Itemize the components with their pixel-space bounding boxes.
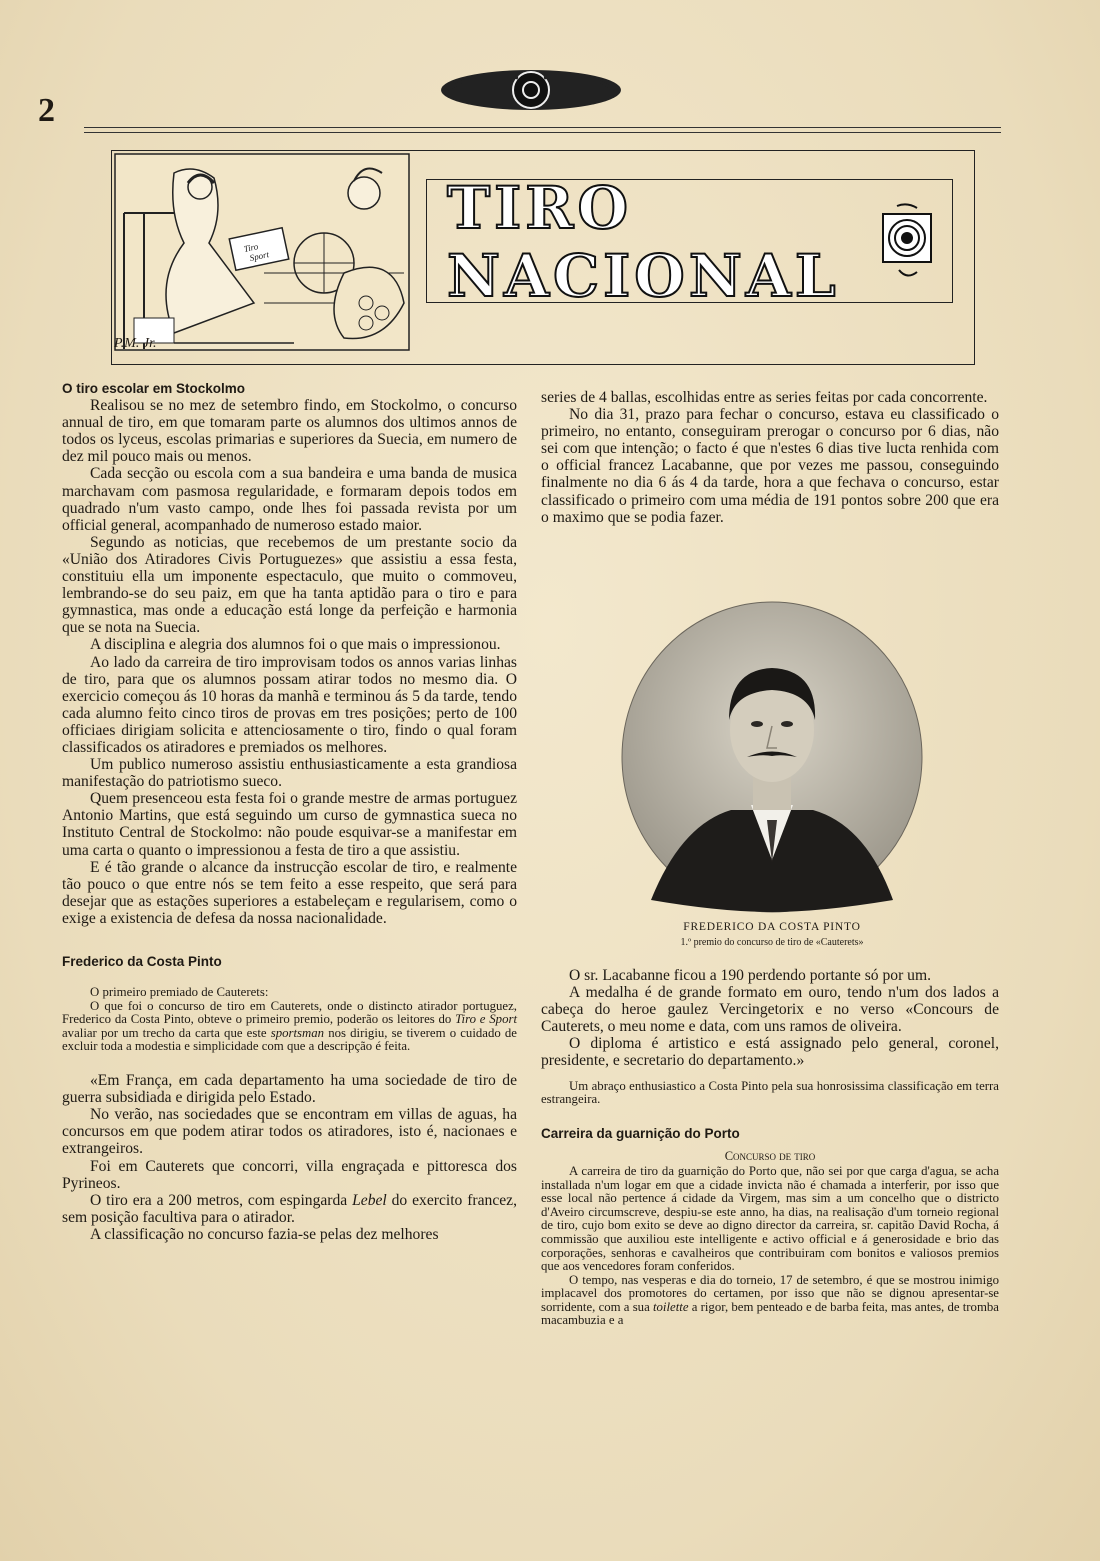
article-title: Carreira da guarnição do Porto [541,1125,740,1141]
paragraph: O sr. Lacabanne ficou a 190 perdendo portante só por um. [569,967,932,984]
right-column-bottom [541,967,999,1328]
paragraph: Segundo as noticias, que recebemos de um prestante socio da «União dos Atiradores Civis Portuguezes» que assistiu a essa festa, constituiu ella um imponente espectaculo, que muito o commoveu, lembrando-se do seu paiz, em que ha tanta aptidão para o tiro e para gymnastica, mas onde a educação está longe da perfeição e harmonia que se nota na Suecia. [62,533,517,637]
paragraph: Ao lado da carreira de tiro improvisam todos os annos varias linhas de tiro, para que os alumnos possam atirar todos no mesmo dia. O exercicio começou ás 10 horas da manhã e terminou ás 5 da tarde, tendo cada alumno feito cinco tiros de provas em tres posições; perto de 100 officiaes dirigiam solicita e attenciosamente o tiro, findo o qual foram classificados os atiradores e premiados os melhores. [62,653,517,756]
sportsman-word: sportsman [270,1025,325,1040]
intro-block [62,986,517,1054]
section-banner [111,150,975,365]
paragraph: Um publico numeroso assistiu enthusiasticamente a esta grandiosa manifestação do patriotismo sueco. [62,756,517,791]
paragraph: A disciplina e alegria dos alumnos foi o que mais o impressionou. [90,636,501,654]
paragraph: A carreira de tiro da guarnição do Porto que, não sei por que carga d'agua, se acha installada n'um logar em que a cidade invicta não é chamada a interferir, por isso que esse local não pertence á cidade da Virgem, mas sim a um concelho que o districto d'Aveiro circumscreve, despiu-se este anno, ha dias, na realisação d'um torneio regional de tiro, cujo bom exito se deve ao digno director da carreira, sr. capitão David Rocha, á commissão que auxiliou este intelligente e activo official e á generosidade e brio das corporações, senhoras e cavalheiros que contribuiram com bonitos e valiosos premios que aos vencedores foram conferidos. [541,1163,999,1274]
page-number: 2 [38,92,55,129]
illustration-signature: P.M. Jr. [114,336,157,351]
section-title: TIRO NACIONAL [447,174,840,310]
article-subtitle: Concurso de tiro [724,1148,816,1163]
paragraph: A classificação no concurso fazia-se pelas dez melhores [90,1225,439,1243]
closing-paragraph: Um abraço enthusiastico a Costa Pinto pela sua honrosissima classificação em terra estrangeira. [541,1078,999,1107]
paragraph: Quem presenceou esta festa foi o grande mestre de armas portuguez Antonio Martins, que está seguindo um curso de gymnastica sueca no Instituto Central de Stockolmo: não poude esquivar-se a manifestar em uma carta o quanto o impressionou a festa de tiro a que assistiu. [62,790,517,859]
intro-heading: O primeiro premiado de Cauterets: [90,985,269,1000]
article-title: Frederico da Costa Pinto [62,954,222,969]
target-icon [877,202,937,280]
svg-text:Tiro: Tiro [242,241,260,255]
left-column [62,380,517,1243]
photo-caption: FREDERICO DA COSTA PINTO [683,921,861,933]
paragraph: No verão, nas sociedades que se encontram em villas de aguas, ha concursos em que podem atirar todos os atiradores, isto é, nacionaes e extrangeiros. [62,1106,517,1158]
portrait-photo [621,600,923,915]
allegory-illustration [114,153,410,351]
paragraph: series de 4 ballas, escolhidas entre as series feitas por cada concorrente. [541,389,988,406]
header-rule-double [84,132,1001,133]
masthead-logo [438,66,624,114]
paragraph: Cada secção ou escola com a sua bandeira e uma banda de musica marchavam com pasmosa regularidade, e formaram depois todos em quadrado n'um vasto campo, onde lhes foi passada revista por um official general, acompanhado de numeroso estado maior. [62,465,517,534]
toilette-word: toilette [652,1299,689,1314]
paragraph: «Em França, em cada departamento ha uma sociedade de tiro de guerra subsidiada e dirigida pelo Estado. [62,1072,517,1107]
right-column-top [541,389,999,526]
paragraph: O tempo, nas vesperas e dia do torneio, 17 de setembro, é que se mostrou inimigo implacavel dos promotores do certamen, por isso que não se dignou apresentar-se sorridente, com a sua toilette a rigor, bem penteado e de barba feita, mas antes, de tromba macambuzia e a [541,1272,999,1328]
paragraph: O diploma é artistico e está assignado pelo general, coronel, presidente, e secretario do departamento.» [541,1035,999,1070]
intro-paragraph: O que foi o concurso de tiro em Cauterets, onde o distincto atirador portuguez, Frederico da Costa Pinto, obteve o primeiro premio, poderão os leitores do Tiro e Sport avaliar por um trecho da carta que este sportsman nos dirigiu, se tiverem o cuidado de excluir toda a modestia e simplicidade com que a descripção é feita. [62,998,517,1054]
paragraph: E é tão grande o alcance da instrucção escolar de tiro, e realmente tão pouco o que entre nós se tem feito a esse respeito, que será para desejar que as estações superiores a estabeleçam e regularisem, como o exige a existencia de defesa da nossa nacionalidade. [62,858,517,927]
banner-illustration [114,153,410,351]
photo-subcaption: 1.º premio do concurso de tiro de «Cauterets» [680,937,864,948]
paragraph: O tiro era a 200 metros, com espingarda Lebel do exercito francez, sem posição facultiva para o atirador. [62,1191,517,1226]
banner-title-box [426,174,953,310]
paragraph: A medalha é de grande formato em ouro, tendo n'um dos lados a cabeça do heroe gaulez Vercingetorix e no verso «Concours de Cauterets, o meu nome e data, com uns ramos de oliveira. [541,984,999,1036]
paragraph: No dia 31, prazo para fechar o concurso, estava eu classificado o primeiro, no entanto, conseguiram prerogar o concurso por 6 dias, não sei com que intenção; o facto é que n'estes 6 dias tive lucta renhida com o official francez Lacabanne, que por vezes me passou, conseguindo finalmente no dia 6 ás 4 da tarde, hora a que fechava o concurso, estar classificado o primeiro com uma média de 191 pontos sobre 200 que era o maximo que se podia fazer. [541,406,999,526]
paragraph: Foi em Cauterets que concorri, villa engraçada e pittoresca dos Pyrineos. [62,1157,517,1192]
article-title: O tiro escolar em Stockolmo [62,381,246,396]
header-rule [84,127,1001,128]
paragraph: Realisou se no mez de setembro findo, em Stockolmo, o concurso annual de tiro, em que tomaram parte os alumnos dos ultimos annos de todos os lyceus, escolas primarias e superiores da Suecia, em numero de dez mil pouco mais ou menos. [62,397,517,466]
svg-text:Sport: Sport [248,249,270,264]
publication-name: Tiro e Sport [455,1012,517,1027]
masthead-logo-graphic [438,66,624,114]
rifle-name: Lebel [352,1191,387,1209]
